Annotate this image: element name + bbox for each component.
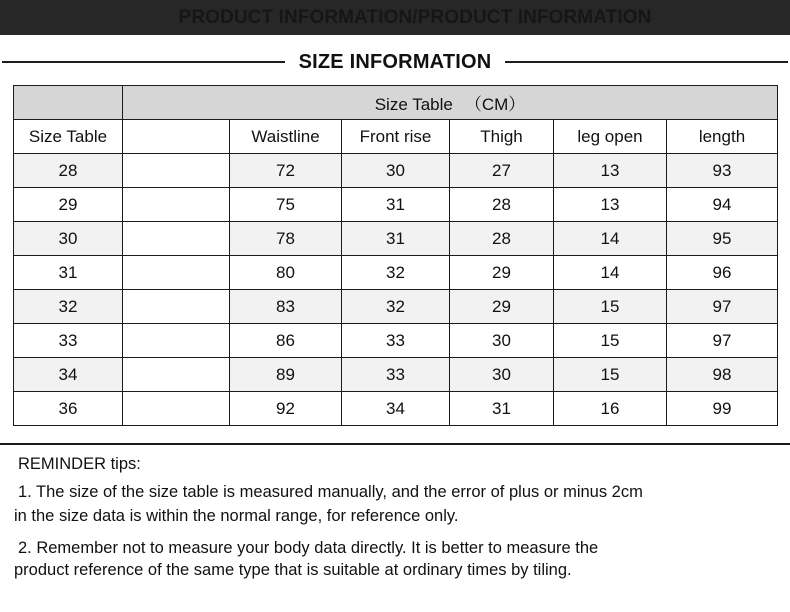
cell-length: 97 <box>667 290 778 324</box>
table-row <box>14 154 778 188</box>
cell-size: 29 <box>14 188 123 222</box>
cell-leg-open: 14 <box>554 222 667 256</box>
column-header-front-rise: Front rise <box>342 120 450 154</box>
section-title: SIZE INFORMATION <box>298 50 492 73</box>
cell-thigh: 29 <box>450 256 554 290</box>
table-band-row <box>14 86 778 120</box>
size-information-heading <box>0 44 790 80</box>
cell-spacer <box>123 154 230 188</box>
table-row <box>14 358 778 392</box>
table-row <box>14 392 778 426</box>
reminder-heading: REMINDER tips: <box>18 455 141 473</box>
cell-spacer <box>123 358 230 392</box>
band-blank-cell <box>14 86 123 120</box>
cell-waistline: 86 <box>230 324 342 358</box>
cell-front-rise: 33 <box>342 358 450 392</box>
cell-length: 97 <box>667 324 778 358</box>
cell-size: 33 <box>14 324 123 358</box>
cell-waistline: 75 <box>230 188 342 222</box>
cell-thigh: 31 <box>450 392 554 426</box>
reminder-note-1-line-2: in the size data is within the normal range, for reference only. <box>14 506 459 525</box>
cell-waistline: 89 <box>230 358 342 392</box>
cell-thigh: 29 <box>450 290 554 324</box>
cell-leg-open: 15 <box>554 324 667 358</box>
size-table-container <box>0 80 790 426</box>
cell-size: 30 <box>14 222 123 256</box>
reminder-note-2-line-1: 2. Remember not to measure your body data directly. It is better to measure the <box>18 538 599 557</box>
reminder-note-2-line-2: product reference of the same type that is suitable at ordinary times by tiling. <box>14 560 572 579</box>
banner-title: PRODUCT INFORMATION/PRODUCT INFORMATION <box>178 6 652 28</box>
table-row <box>14 256 778 290</box>
column-header-length: length <box>667 120 778 154</box>
column-header-spacer <box>123 120 230 154</box>
size-table <box>13 85 778 426</box>
cell-front-rise: 32 <box>342 256 450 290</box>
cell-waistline: 72 <box>230 154 342 188</box>
cell-front-rise: 32 <box>342 290 450 324</box>
cell-thigh: 28 <box>450 188 554 222</box>
column-header-leg-open: leg open <box>554 120 667 154</box>
cell-length: 94 <box>667 188 778 222</box>
table-row <box>14 222 778 256</box>
reminder-section <box>0 445 790 582</box>
column-header-waistline: Waistline <box>230 120 342 154</box>
cell-spacer <box>123 392 230 426</box>
divider-line-right <box>505 61 788 63</box>
cell-spacer <box>123 256 230 290</box>
table-row <box>14 324 778 358</box>
divider-line-left <box>2 61 285 63</box>
cell-front-rise: 31 <box>342 222 450 256</box>
cell-size: 28 <box>14 154 123 188</box>
cell-length: 98 <box>667 358 778 392</box>
cell-leg-open: 13 <box>554 154 667 188</box>
band-unit-text: （CM） <box>464 95 526 114</box>
cell-thigh: 27 <box>450 154 554 188</box>
cell-thigh: 30 <box>450 324 554 358</box>
cell-front-rise: 31 <box>342 188 450 222</box>
table-row <box>14 188 778 222</box>
cell-leg-open: 16 <box>554 392 667 426</box>
cell-waistline: 80 <box>230 256 342 290</box>
cell-waistline: 83 <box>230 290 342 324</box>
cell-leg-open: 13 <box>554 188 667 222</box>
reminder-note-1-line-1: 1. The size of the size table is measured manually, and the error of plus or minus 2cm <box>18 482 643 501</box>
cell-spacer <box>123 324 230 358</box>
cell-size: 31 <box>14 256 123 290</box>
cell-waistline: 78 <box>230 222 342 256</box>
cell-spacer <box>123 290 230 324</box>
table-row <box>14 290 778 324</box>
cell-front-rise: 30 <box>342 154 450 188</box>
cell-length: 99 <box>667 392 778 426</box>
cell-leg-open: 14 <box>554 256 667 290</box>
cell-length: 95 <box>667 222 778 256</box>
cell-size: 36 <box>14 392 123 426</box>
cell-length: 96 <box>667 256 778 290</box>
band-title-text: Size Table <box>374 95 453 114</box>
cell-leg-open: 15 <box>554 290 667 324</box>
cell-thigh: 30 <box>450 358 554 392</box>
table-header-row <box>14 120 778 154</box>
cell-length: 93 <box>667 154 778 188</box>
band-title-cell <box>123 86 778 120</box>
cell-waistline: 92 <box>230 392 342 426</box>
cell-size: 32 <box>14 290 123 324</box>
column-header-thigh: Thigh <box>450 120 554 154</box>
cell-thigh: 28 <box>450 222 554 256</box>
cell-spacer <box>123 222 230 256</box>
product-information-banner <box>0 0 790 35</box>
column-header-size-table: Size Table <box>14 120 123 154</box>
size-table-body <box>14 86 778 426</box>
cell-leg-open: 15 <box>554 358 667 392</box>
cell-front-rise: 34 <box>342 392 450 426</box>
cell-spacer <box>123 188 230 222</box>
cell-size: 34 <box>14 358 123 392</box>
cell-front-rise: 33 <box>342 324 450 358</box>
